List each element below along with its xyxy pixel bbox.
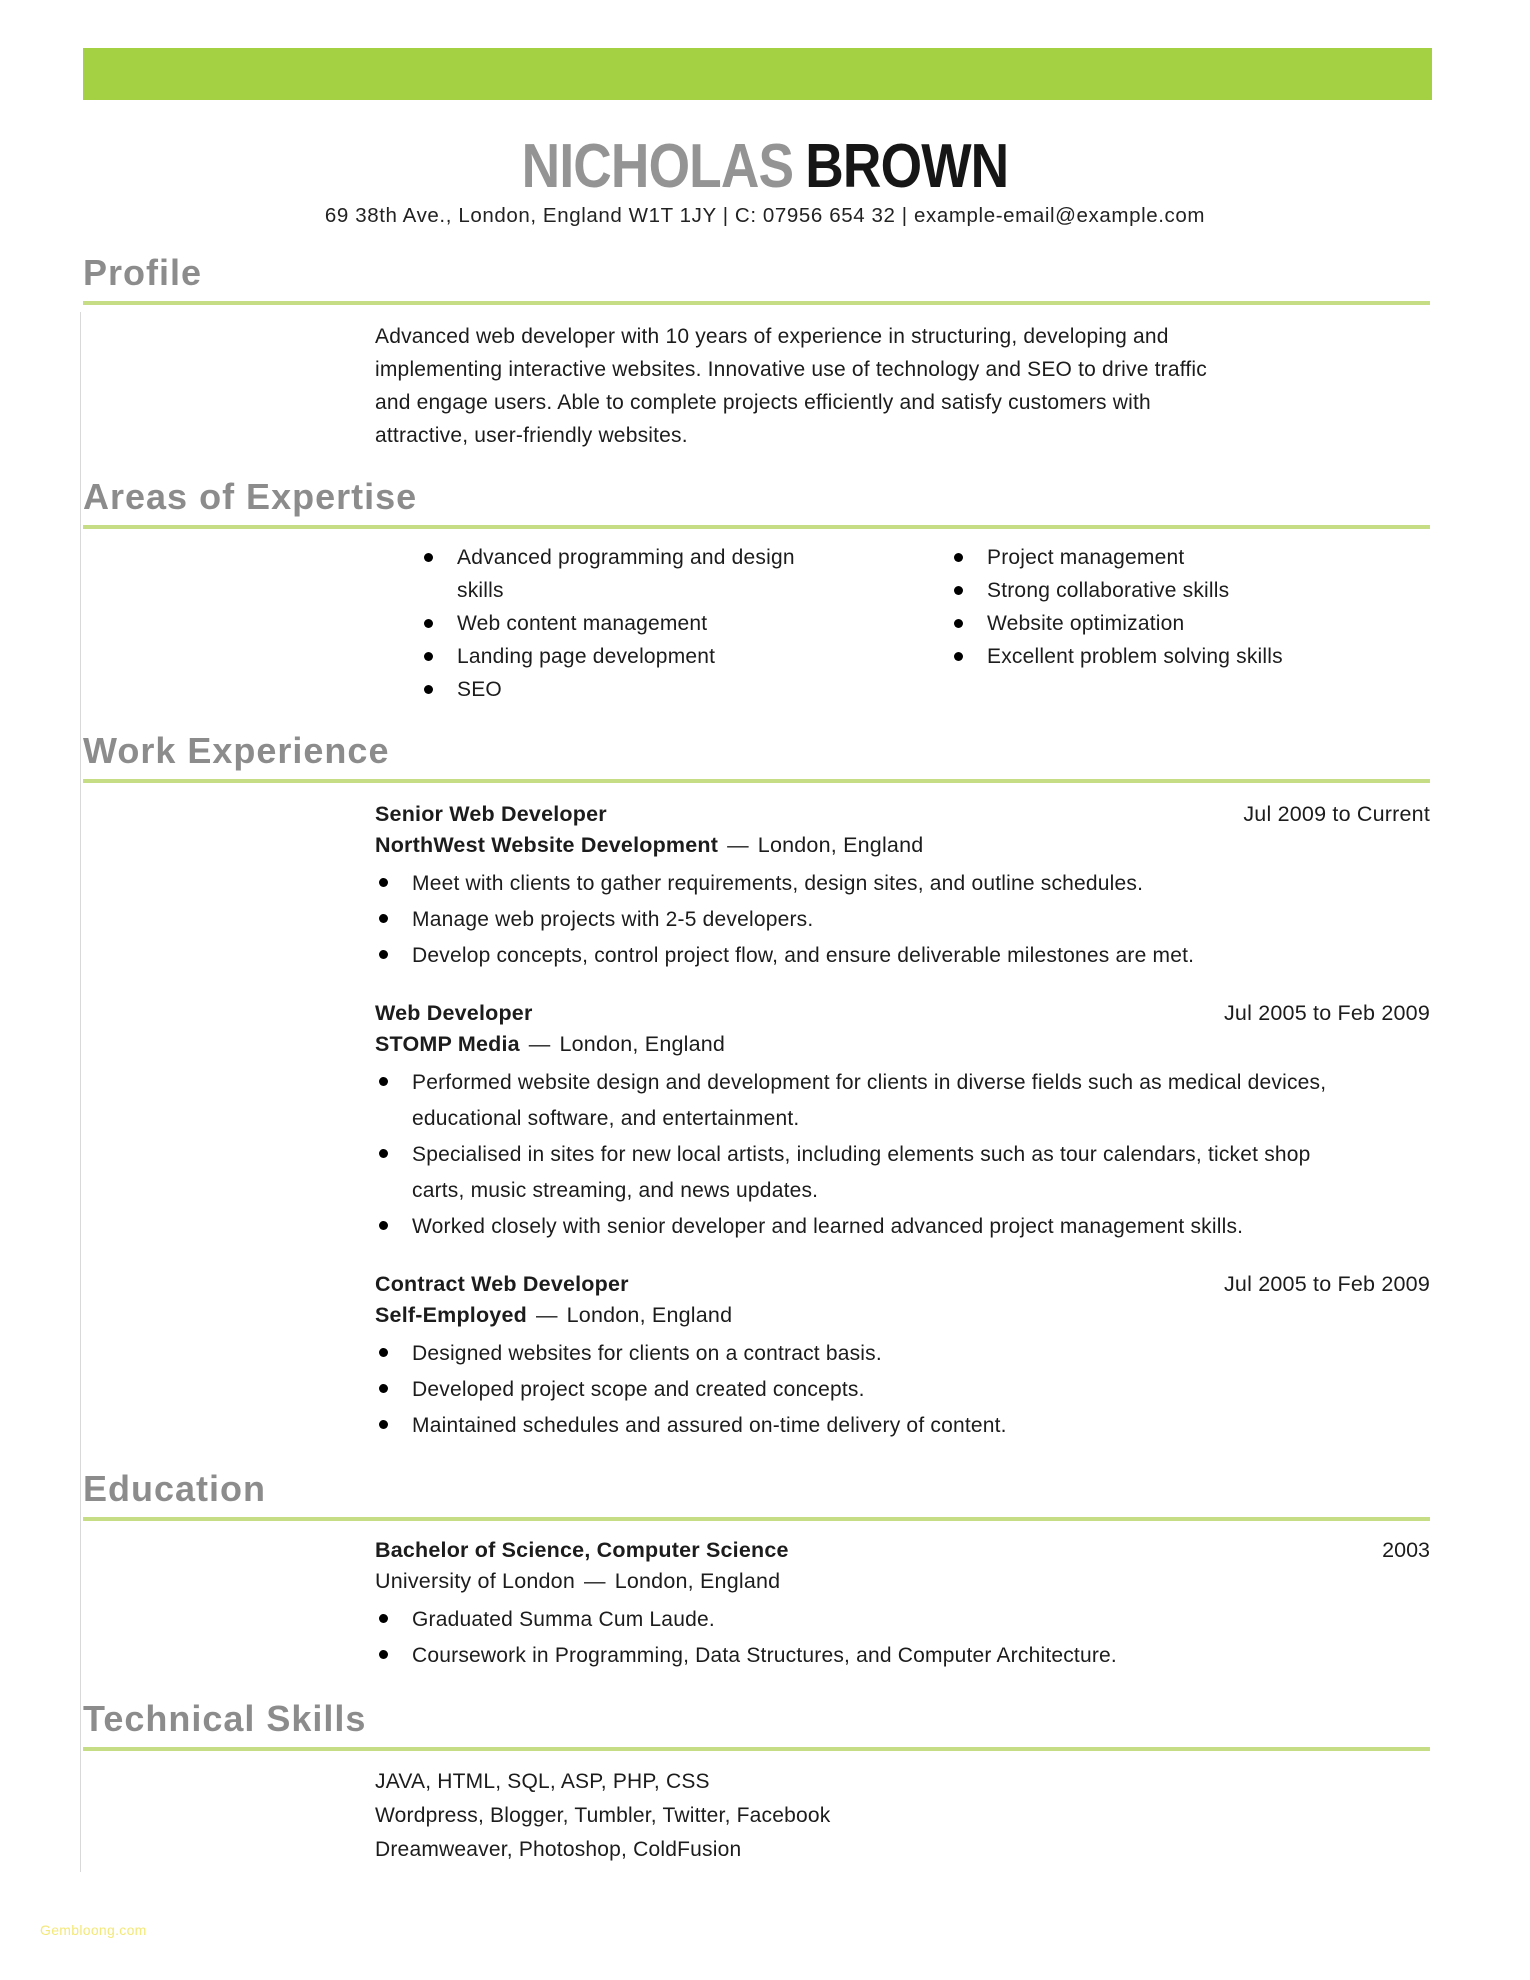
dash-separator: — (528, 1032, 551, 1056)
list-item: Excellent problem solving skills (950, 640, 1430, 673)
job-block (375, 1271, 1430, 1444)
skills-line: Wordpress, Blogger, Tumbler, Twitter, Facebook (375, 1804, 831, 1827)
job-dates: Jul 2009 to Current (1243, 802, 1430, 826)
job-location: London, England (566, 1303, 733, 1327)
dash-separator: — (727, 833, 749, 857)
section-title-education: Education (83, 1468, 1430, 1521)
list-item: Developed project scope and created concepts. (375, 1372, 1345, 1408)
list-item: Specialised in sites for new local artists, including elements such as tour calendars, ticket shop carts, music streaming, and news updates. (375, 1137, 1345, 1209)
green-accent-bar (83, 48, 1432, 100)
job-block (375, 801, 1430, 974)
list-item: Designed websites for clients on a contract basis. (375, 1336, 1345, 1372)
job-title: Senior Web Developer (375, 802, 607, 826)
job-bullets (375, 1336, 1345, 1444)
job-block (375, 1000, 1430, 1245)
list-item: Develop concepts, control project flow, and ensure deliverable milestones are met. (375, 938, 1345, 974)
list-item: Project management (950, 541, 1430, 574)
job-dates: Jul 2005 to Feb 2009 (1223, 1001, 1430, 1025)
skills-block (375, 1765, 1430, 1867)
education-school: University of London (375, 1569, 575, 1593)
list-item: Landing page development (420, 640, 950, 673)
skills-line: JAVA, HTML, SQL, ASP, PHP, CSS (375, 1770, 710, 1793)
education-location: London, England (614, 1569, 781, 1593)
skills-line: Dreamweaver, Photoshop, ColdFusion (375, 1838, 742, 1861)
expertise-columns (420, 541, 1430, 706)
job-header (375, 801, 1430, 828)
list-item: SEO (420, 673, 950, 706)
left-margin-rule (80, 312, 81, 1872)
section-title-expertise: Areas of Expertise (83, 476, 1430, 529)
list-item: Meet with clients to gather requirements, design sites, and outline schedules. (375, 866, 1345, 902)
job-company-line (375, 1302, 1430, 1329)
list-item: Coursework in Programming, Data Structures, and Computer Architecture. (375, 1638, 1430, 1674)
list-item: Website optimization (950, 607, 1430, 640)
job-header (375, 1000, 1430, 1027)
resume-content (0, 252, 1530, 1867)
list-item: Web content management (420, 607, 950, 640)
last-name: BROWN (805, 132, 1009, 201)
education-header (375, 1537, 1430, 1564)
expertise-list-left (420, 541, 950, 706)
job-bullets (375, 866, 1345, 974)
job-title: Web Developer (375, 1001, 533, 1025)
list-item: Maintained schedules and assured on-time delivery of content. (375, 1408, 1345, 1444)
list-item: Manage web projects with 2-5 developers. (375, 902, 1345, 938)
job-company: STOMP Media (375, 1032, 520, 1056)
job-location: London, England (559, 1032, 726, 1056)
profile-text: Advanced web developer with 10 years of experience in structuring, developing and implementing interactive websites. Innovative use of technology and SEO to drive traffic and engage users. Able to complete projects efficiently and satisfy customers with attractive, user-friendly websites. (375, 325, 1207, 447)
section-title-profile: Profile (83, 252, 1430, 305)
dash-separator: — (535, 1303, 558, 1327)
expertise-list-right (950, 541, 1430, 706)
list-item: Advanced programming and design skills (420, 541, 950, 607)
list-item: Worked closely with senior developer and learned advanced project management skills. (375, 1209, 1345, 1245)
education-bullets (375, 1602, 1430, 1674)
education-school-line (375, 1568, 1430, 1595)
list-item: Graduated Summa Cum Laude. (375, 1602, 1430, 1638)
job-title: Contract Web Developer (375, 1272, 629, 1296)
job-bullets (375, 1065, 1345, 1245)
list-item: Strong collaborative skills (950, 574, 1430, 607)
education-year: 2003 (1382, 1538, 1430, 1562)
contact-line: 69 38th Ave., London, England W1T 1JY | C: 07956 654 32 | example-email@example.com (324, 204, 1206, 227)
job-company: Self-Employed (375, 1303, 527, 1327)
first-name: NICHOLAS (521, 132, 794, 201)
dash-separator: — (584, 1569, 606, 1593)
job-header (375, 1271, 1430, 1298)
job-dates: Jul 2005 to Feb 2009 (1223, 1272, 1430, 1296)
watermark-text: Gembloong.com (40, 1922, 147, 1938)
list-item: Performed website design and development for clients in diverse fields such as medical devices, educational software, and entertainment. (375, 1065, 1345, 1137)
education-degree: Bachelor of Science, Computer Science (375, 1538, 789, 1562)
section-title-skills: Technical Skills (83, 1698, 1430, 1751)
job-company: NorthWest Website Development (375, 833, 719, 857)
job-location: London, England (757, 833, 924, 857)
job-company-line (375, 832, 1430, 859)
resume-name (107, 134, 1423, 200)
section-title-work: Work Experience (83, 730, 1430, 783)
job-company-line (375, 1031, 1430, 1058)
education-block (375, 1537, 1430, 1674)
